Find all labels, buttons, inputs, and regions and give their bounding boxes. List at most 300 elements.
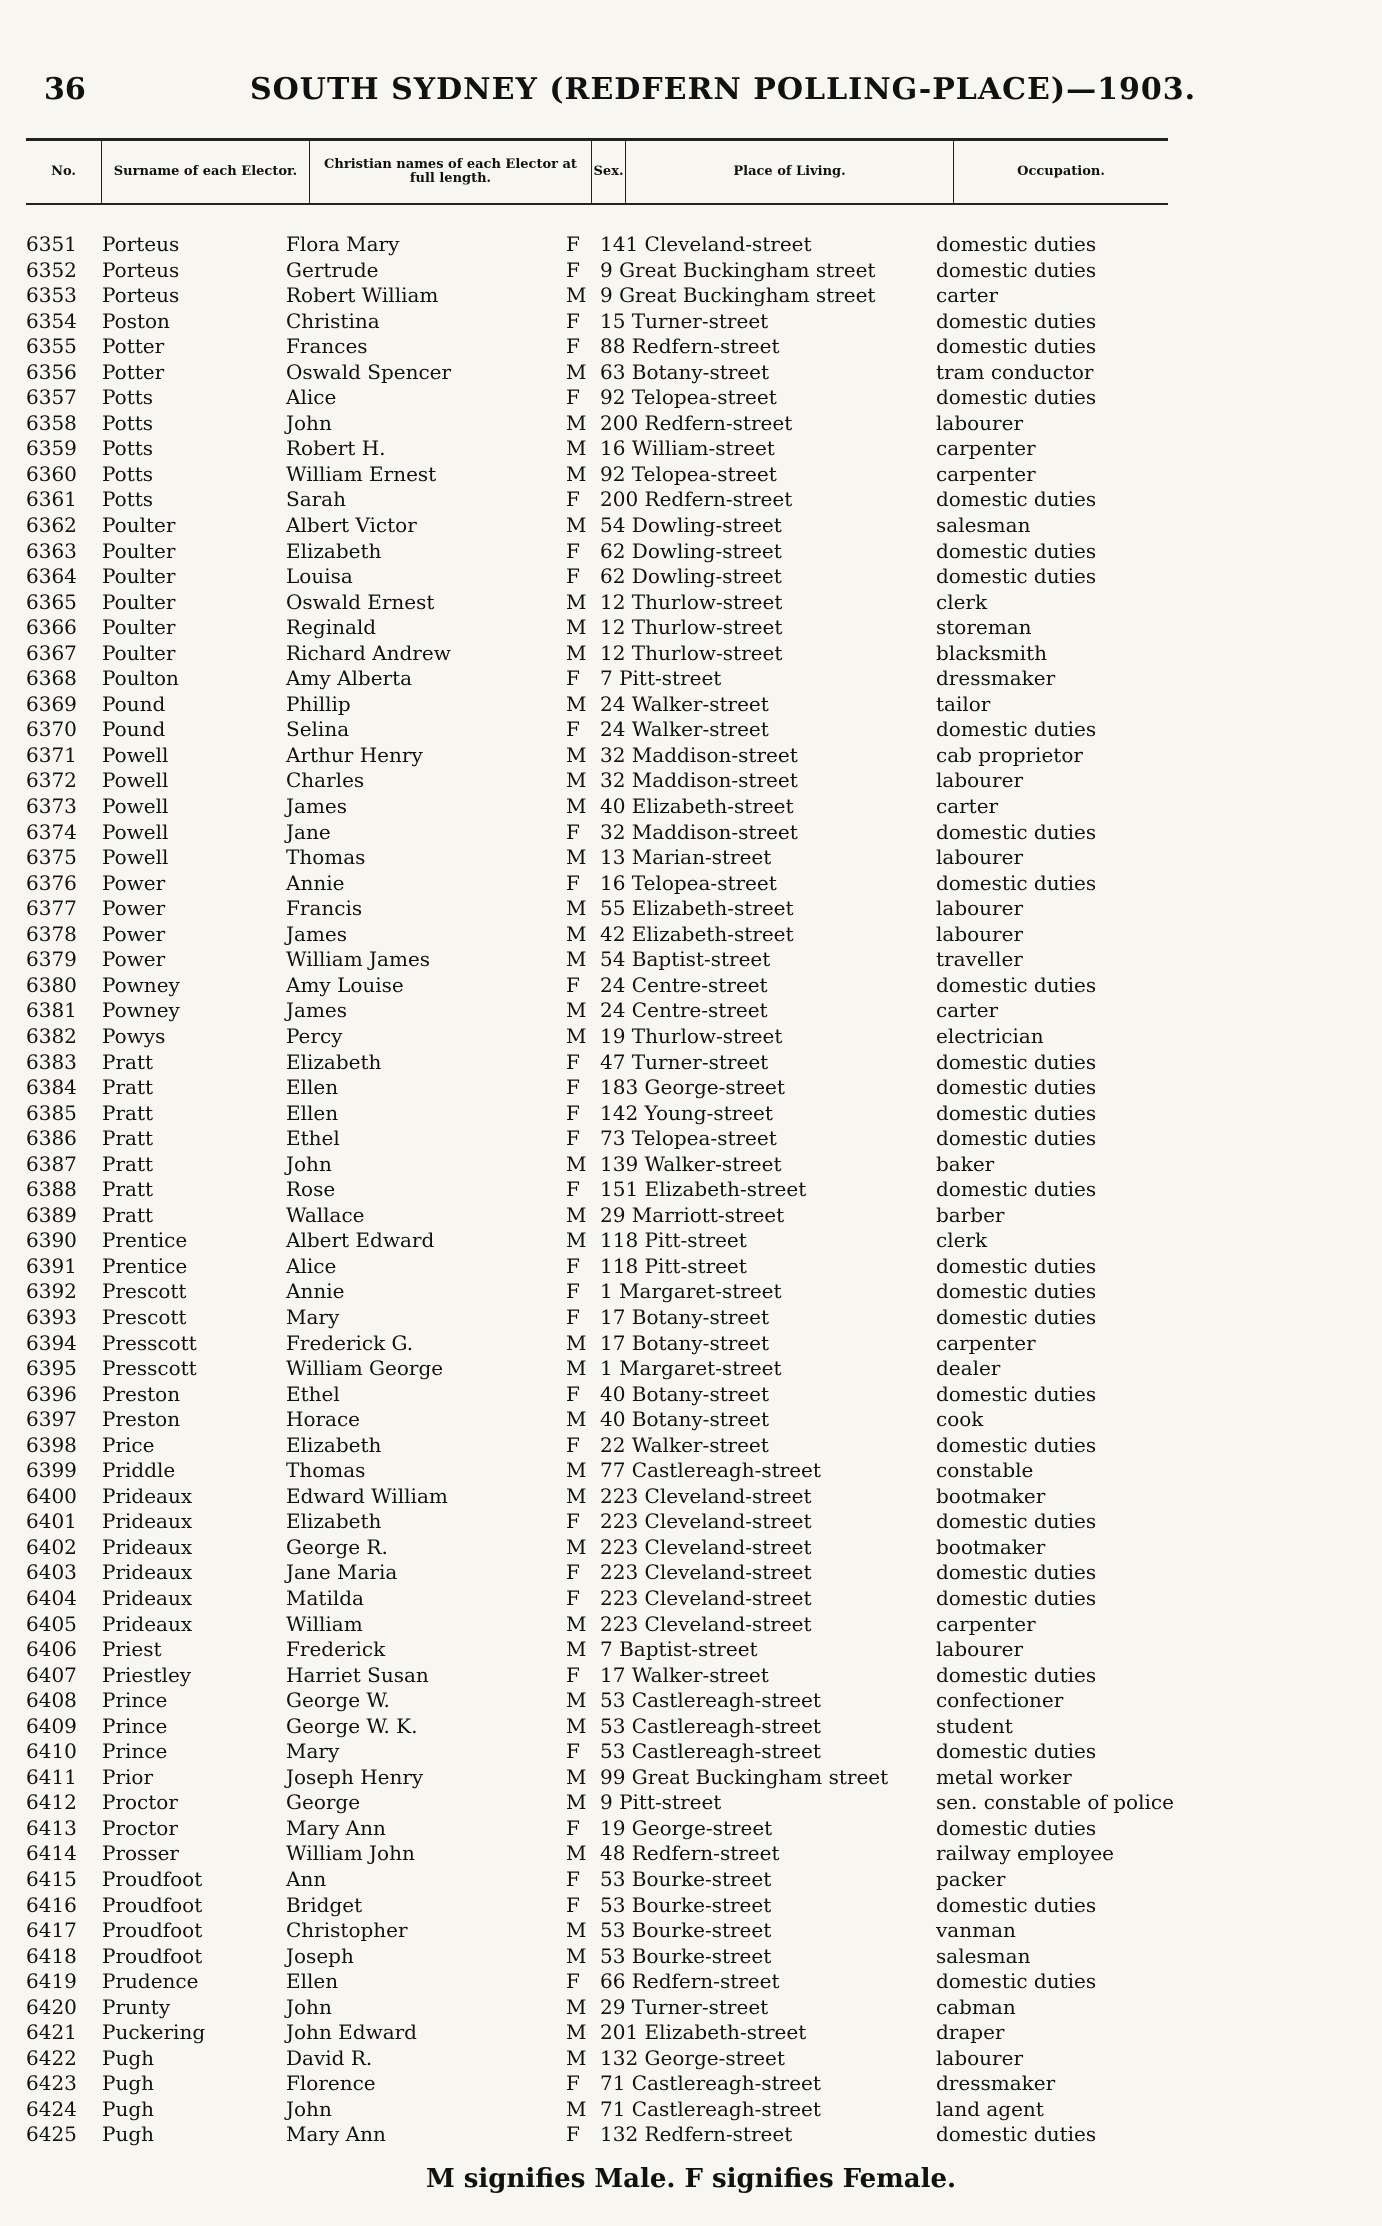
cell-surname: Powell bbox=[102, 845, 169, 870]
header-place: Place of Living. bbox=[626, 141, 954, 203]
cell-christian-names: Edward William bbox=[286, 1483, 448, 1508]
cell-sex: F bbox=[566, 1509, 580, 1534]
cell-sex: M bbox=[566, 921, 587, 946]
cell-number: 6419 bbox=[26, 1969, 77, 1994]
cell-occupation: domestic duties bbox=[936, 334, 1097, 359]
cell-occupation: student bbox=[936, 1713, 1013, 1738]
cell-christian-names: Mary Ann bbox=[286, 1815, 386, 1840]
cell-occupation: dealer bbox=[936, 1356, 1001, 1381]
cell-sex: F bbox=[566, 819, 580, 844]
cell-sex: M bbox=[566, 640, 587, 665]
table-row bbox=[0, 692, 1382, 718]
cell-place: 53 Castlereagh-street bbox=[600, 1688, 821, 1713]
cell-place: 12 Thurlow-street bbox=[600, 615, 783, 640]
cell-place: 54 Dowling-street bbox=[600, 513, 782, 538]
cell-occupation: labourer bbox=[936, 845, 1024, 870]
cell-christian-names: Matilda bbox=[286, 1585, 364, 1610]
cell-surname: Powys bbox=[102, 1023, 166, 1048]
cell-surname: Prunty bbox=[102, 1994, 171, 2019]
cell-place: 53 Castlereagh-street bbox=[600, 1713, 821, 1738]
cell-christian-names: John bbox=[286, 1994, 332, 2019]
cell-place: 88 Redfern-street bbox=[600, 334, 780, 359]
cell-surname: Powney bbox=[102, 972, 180, 997]
cell-sex: M bbox=[566, 410, 587, 435]
cell-number: 6406 bbox=[26, 1637, 77, 1662]
cell-sex: F bbox=[566, 1662, 580, 1687]
cell-occupation: domestic duties bbox=[936, 1100, 1097, 1125]
cell-place: 32 Maddison-street bbox=[600, 768, 798, 793]
cell-occupation: clerk bbox=[936, 1228, 988, 1253]
cell-occupation: domestic duties bbox=[936, 1381, 1097, 1406]
cell-surname: Pratt bbox=[102, 1049, 154, 1074]
cell-surname: Power bbox=[102, 896, 166, 921]
cell-sex: M bbox=[566, 1228, 587, 1253]
table-row bbox=[0, 1331, 1382, 1357]
cell-surname: Prince bbox=[102, 1688, 168, 1713]
cell-number: 6424 bbox=[26, 2096, 77, 2121]
cell-christian-names: Frederick G. bbox=[286, 1330, 414, 1355]
cell-surname: Poulton bbox=[102, 666, 179, 691]
cell-place: 200 Redfern-street bbox=[600, 487, 793, 512]
cell-sex: M bbox=[566, 513, 587, 538]
cell-occupation: carpenter bbox=[936, 461, 1036, 486]
cell-number: 6407 bbox=[26, 1662, 77, 1687]
table-row bbox=[0, 2122, 1382, 2148]
cell-surname: Potts bbox=[102, 436, 154, 461]
cell-christian-names: Rose bbox=[286, 1177, 336, 1202]
cell-surname: Potts bbox=[102, 410, 154, 435]
cell-christian-names: Ann bbox=[286, 1867, 327, 1891]
cell-place: 40 Botany-street bbox=[600, 1381, 770, 1406]
cell-place: 223 Cleveland-street bbox=[600, 1534, 812, 1559]
cell-occupation: domestic duties bbox=[936, 564, 1097, 589]
cell-number: 6401 bbox=[26, 1509, 77, 1534]
cell-place: 118 Pitt-street bbox=[600, 1228, 747, 1253]
cell-number: 6383 bbox=[26, 1049, 77, 1074]
cell-number: 6390 bbox=[26, 1228, 77, 1253]
cell-number: 6371 bbox=[26, 742, 77, 767]
cell-number: 6391 bbox=[26, 1253, 77, 1278]
cell-place: 13 Marian-street bbox=[600, 845, 772, 870]
cell-occupation: domestic duties bbox=[936, 257, 1097, 282]
cell-occupation: domestic duties bbox=[936, 1892, 1097, 1917]
cell-number: 6385 bbox=[26, 1100, 77, 1125]
cell-place: 53 Bourke-street bbox=[600, 1943, 772, 1968]
cell-surname: Price bbox=[102, 1432, 155, 1457]
cell-sex: M bbox=[566, 1356, 587, 1381]
table-row bbox=[0, 1356, 1382, 1382]
cell-occupation: domestic duties bbox=[936, 487, 1097, 512]
cell-number: 6366 bbox=[26, 615, 77, 640]
cell-sex: M bbox=[566, 1330, 587, 1355]
cell-place: 16 Telopea-street bbox=[600, 870, 777, 895]
cell-place: 223 Cleveland-street bbox=[600, 1560, 812, 1585]
cell-surname: Proctor bbox=[102, 1790, 178, 1815]
cell-occupation: domestic duties bbox=[936, 1279, 1097, 1304]
table-row bbox=[0, 590, 1382, 616]
cell-place: 92 Telopea-street bbox=[600, 385, 777, 410]
table-row bbox=[0, 1918, 1382, 1944]
cell-sex: F bbox=[566, 1304, 580, 1329]
table-row bbox=[0, 1101, 1382, 1127]
cell-place: 24 Walker-street bbox=[600, 691, 769, 716]
cell-number: 6368 bbox=[26, 666, 77, 691]
cell-occupation: domestic duties bbox=[936, 1560, 1097, 1585]
cell-sex: M bbox=[566, 896, 587, 921]
table-row bbox=[0, 768, 1382, 794]
cell-christian-names: Amy Alberta bbox=[286, 666, 413, 691]
table-row bbox=[0, 1637, 1382, 1663]
page-number: 36 bbox=[44, 72, 86, 107]
cell-surname: Potts bbox=[102, 487, 154, 512]
cell-christian-names: Horace bbox=[286, 1407, 361, 1432]
cell-occupation: salesman bbox=[936, 1943, 1031, 1968]
table-row bbox=[0, 1841, 1382, 1867]
cell-occupation: tram conductor bbox=[936, 359, 1094, 384]
table-row bbox=[0, 232, 1382, 258]
table-row bbox=[0, 436, 1382, 462]
table-row bbox=[0, 666, 1382, 692]
cell-place: 151 Elizabeth-street bbox=[600, 1177, 807, 1202]
cell-surname: Prentice bbox=[102, 1228, 188, 1253]
cell-sex: M bbox=[566, 742, 587, 767]
cell-christian-names: Sarah bbox=[286, 487, 346, 512]
table-row bbox=[0, 1458, 1382, 1484]
cell-number: 6412 bbox=[26, 1790, 77, 1815]
cell-christian-names: Ethel bbox=[286, 1381, 340, 1406]
cell-occupation: labourer bbox=[936, 410, 1024, 435]
cell-occupation: domestic duties bbox=[936, 870, 1097, 895]
cell-number: 6362 bbox=[26, 513, 77, 538]
cell-christian-names: Phillip bbox=[286, 691, 351, 716]
cell-occupation: tailor bbox=[936, 691, 991, 716]
table-row bbox=[0, 820, 1382, 846]
cell-surname: Pratt bbox=[102, 1075, 154, 1100]
cell-sex: M bbox=[566, 359, 587, 384]
cell-christian-names: Thomas bbox=[286, 1458, 366, 1483]
cell-place: 53 Bourke-street bbox=[600, 1892, 772, 1917]
table-row bbox=[0, 2071, 1382, 2097]
cell-surname: Prentice bbox=[102, 1253, 188, 1278]
cell-number: 6387 bbox=[26, 1151, 77, 1176]
cell-surname: Porteus bbox=[102, 232, 180, 256]
cell-christian-names: Ethel bbox=[286, 1126, 340, 1151]
table-row bbox=[0, 615, 1382, 641]
table-row bbox=[0, 1024, 1382, 1050]
cell-number: 6405 bbox=[26, 1611, 77, 1636]
table-row bbox=[0, 539, 1382, 565]
cell-sex: F bbox=[566, 1279, 580, 1304]
cell-sex: M bbox=[566, 1841, 587, 1866]
cell-christian-names: Annie bbox=[286, 870, 345, 895]
header-occupation: Occupation. bbox=[1017, 164, 1105, 179]
cell-occupation: baker bbox=[936, 1151, 995, 1176]
cell-surname: Poulter bbox=[102, 640, 176, 665]
cell-occupation: traveller bbox=[936, 947, 1023, 972]
header-sex: Sex. bbox=[592, 141, 626, 203]
cell-christian-names: Elizabeth bbox=[286, 1049, 382, 1074]
table-row bbox=[0, 1228, 1382, 1254]
table-row bbox=[0, 845, 1382, 871]
table-row bbox=[0, 309, 1382, 335]
cell-number: 6400 bbox=[26, 1483, 77, 1508]
cell-sex: F bbox=[566, 1739, 580, 1764]
cell-christian-names: William George bbox=[286, 1356, 444, 1381]
cell-occupation: sen. constable of police bbox=[936, 1790, 1174, 1815]
table-row bbox=[0, 1484, 1382, 1510]
cell-occupation: draper bbox=[936, 2020, 1005, 2045]
cell-surname: Prince bbox=[102, 1713, 168, 1738]
cell-occupation: domestic duties bbox=[936, 1815, 1097, 1840]
table-row bbox=[0, 794, 1382, 820]
sex-key-footer: M signifies Male. F signifies Female. bbox=[425, 2164, 957, 2194]
cell-sex: M bbox=[566, 1943, 587, 1968]
cell-surname: Proudfoot bbox=[102, 1892, 203, 1917]
cell-number: 6372 bbox=[26, 768, 77, 793]
table-row bbox=[0, 513, 1382, 539]
cell-occupation: metal worker bbox=[936, 1764, 1072, 1789]
cell-sex: M bbox=[566, 1994, 587, 2019]
cell-place: 24 Centre-street bbox=[600, 972, 768, 997]
cell-place: 223 Cleveland-street bbox=[600, 1483, 812, 1508]
cell-surname: Powell bbox=[102, 768, 169, 793]
cell-place: 12 Thurlow-street bbox=[600, 640, 783, 665]
cell-sex: M bbox=[566, 1202, 587, 1227]
cell-occupation: barber bbox=[936, 1202, 1005, 1227]
cell-occupation: domestic duties bbox=[936, 308, 1097, 333]
cell-number: 6399 bbox=[26, 1458, 77, 1483]
cell-surname: Pugh bbox=[102, 2122, 155, 2147]
table-row bbox=[0, 1995, 1382, 2021]
cell-sex: F bbox=[566, 564, 580, 589]
cell-place: 66 Redfern-street bbox=[600, 1969, 780, 1994]
cell-place: 29 Marriott-street bbox=[600, 1202, 785, 1227]
cell-surname: Potts bbox=[102, 461, 154, 486]
cell-christian-names: George W. bbox=[286, 1688, 390, 1713]
cell-number: 6352 bbox=[26, 257, 77, 282]
cell-place: 99 Great Buckingham street bbox=[600, 1764, 889, 1789]
cell-occupation: labourer bbox=[936, 2045, 1024, 2070]
table-row bbox=[0, 1177, 1382, 1203]
cell-christian-names: Flora Mary bbox=[286, 232, 400, 256]
cell-christian-names: Joseph bbox=[286, 1943, 354, 1968]
cell-occupation: domestic duties bbox=[936, 1177, 1097, 1202]
cell-number: 6378 bbox=[26, 921, 77, 946]
cell-surname: Priddle bbox=[102, 1458, 176, 1483]
cell-number: 6395 bbox=[26, 1356, 77, 1381]
cell-number: 6420 bbox=[26, 1994, 77, 2019]
cell-place: 62 Dowling-street bbox=[600, 564, 782, 589]
cell-sex: M bbox=[566, 589, 587, 614]
cell-sex: M bbox=[566, 1483, 587, 1508]
cell-number: 6408 bbox=[26, 1688, 77, 1713]
cell-christian-names: Oswald Ernest bbox=[286, 589, 435, 614]
cell-occupation: domestic duties bbox=[936, 1075, 1097, 1100]
cell-sex: F bbox=[566, 1867, 580, 1891]
cell-christian-names: William Ernest bbox=[286, 461, 437, 486]
cell-surname: Priestley bbox=[102, 1662, 192, 1687]
cell-place: 7 Baptist-street bbox=[600, 1637, 758, 1662]
cell-number: 6415 bbox=[26, 1867, 77, 1891]
cell-place: 42 Elizabeth-street bbox=[600, 921, 794, 946]
cell-number: 6409 bbox=[26, 1713, 77, 1738]
table-row bbox=[0, 1509, 1382, 1535]
cell-place: 12 Thurlow-street bbox=[600, 589, 783, 614]
cell-surname: Prideaux bbox=[102, 1509, 193, 1534]
cell-surname: Power bbox=[102, 870, 166, 895]
cell-occupation: confectioner bbox=[936, 1688, 1064, 1713]
cell-number: 6393 bbox=[26, 1304, 77, 1329]
cell-sex: M bbox=[566, 794, 587, 819]
cell-surname: Power bbox=[102, 947, 166, 972]
cell-number: 6376 bbox=[26, 870, 77, 895]
cell-sex: M bbox=[566, 1611, 587, 1636]
cell-surname: Pound bbox=[102, 717, 166, 742]
table-row bbox=[0, 1663, 1382, 1689]
cell-christian-names: Mary bbox=[286, 1739, 340, 1764]
cell-surname: Powell bbox=[102, 794, 169, 819]
cell-number: 6356 bbox=[26, 359, 77, 384]
table-row bbox=[0, 896, 1382, 922]
cell-christian-names: Harriet Susan bbox=[286, 1662, 429, 1687]
cell-christian-names: Albert Victor bbox=[286, 513, 417, 538]
cell-number: 6394 bbox=[26, 1330, 77, 1355]
cell-christian-names: Gertrude bbox=[286, 257, 379, 282]
cell-occupation: packer bbox=[936, 1867, 1006, 1891]
cell-sex: M bbox=[566, 461, 587, 486]
cell-place: 32 Maddison-street bbox=[600, 742, 798, 767]
cell-place: 19 George-street bbox=[600, 1815, 773, 1840]
cell-place: 17 Walker-street bbox=[600, 1662, 769, 1687]
cell-sex: F bbox=[566, 870, 580, 895]
cell-occupation: domestic duties bbox=[936, 1969, 1097, 1994]
cell-sex: M bbox=[566, 283, 587, 308]
cell-surname: Proudfoot bbox=[102, 1867, 203, 1891]
table-row bbox=[0, 1714, 1382, 1740]
cell-christian-names: Robert William bbox=[286, 283, 439, 308]
cell-sex: F bbox=[566, 487, 580, 512]
cell-sex: F bbox=[566, 1177, 580, 1202]
cell-occupation: labourer bbox=[936, 768, 1024, 793]
cell-place: 1 Margaret-street bbox=[600, 1356, 782, 1381]
cell-occupation: labourer bbox=[936, 1637, 1024, 1662]
cell-sex: F bbox=[566, 385, 580, 410]
cell-surname: Pugh bbox=[102, 2071, 155, 2096]
cell-christian-names: Ellen bbox=[286, 1969, 339, 1994]
cell-sex: F bbox=[566, 2122, 580, 2147]
cell-number: 6397 bbox=[26, 1407, 77, 1432]
cell-occupation: domestic duties bbox=[936, 1585, 1097, 1610]
table-row bbox=[0, 411, 1382, 437]
cell-surname: Prideaux bbox=[102, 1560, 193, 1585]
table-row bbox=[0, 922, 1382, 948]
cell-number: 6361 bbox=[26, 487, 77, 512]
cell-occupation: domestic duties bbox=[936, 1253, 1097, 1278]
cell-surname: Prideaux bbox=[102, 1585, 193, 1610]
cell-occupation: domestic duties bbox=[936, 819, 1097, 844]
cell-sex: M bbox=[566, 947, 587, 972]
cell-number: 6380 bbox=[26, 972, 77, 997]
cell-number: 6398 bbox=[26, 1432, 77, 1457]
cell-number: 6370 bbox=[26, 717, 77, 742]
cell-christian-names: Reginald bbox=[286, 615, 377, 640]
cell-surname: Prudence bbox=[102, 1969, 199, 1994]
cell-number: 6373 bbox=[26, 794, 77, 819]
cell-christian-names: William John bbox=[286, 1841, 415, 1866]
table-row bbox=[0, 462, 1382, 488]
cell-number: 6425 bbox=[26, 2122, 77, 2147]
cell-place: 9 Great Buckingham street bbox=[600, 283, 876, 308]
cell-sex: F bbox=[566, 1432, 580, 1457]
cell-surname: Prosser bbox=[102, 1841, 179, 1866]
cell-place: 62 Dowling-street bbox=[600, 538, 782, 563]
cell-sex: M bbox=[566, 1918, 587, 1943]
table-row bbox=[0, 1050, 1382, 1076]
table-row bbox=[0, 258, 1382, 284]
cell-sex: M bbox=[566, 1790, 587, 1815]
cell-occupation: domestic duties bbox=[936, 1126, 1097, 1151]
cell-surname: Poulter bbox=[102, 513, 176, 538]
table-row bbox=[0, 2020, 1382, 2046]
cell-sex: F bbox=[566, 972, 580, 997]
cell-place: 47 Turner-street bbox=[600, 1049, 769, 1074]
cell-sex: F bbox=[566, 538, 580, 563]
table-row bbox=[0, 2046, 1382, 2072]
cell-sex: M bbox=[566, 1023, 587, 1048]
cell-christian-names: Mary bbox=[286, 1304, 340, 1329]
table-row bbox=[0, 360, 1382, 386]
cell-surname: Potter bbox=[102, 359, 165, 384]
header-christian-names: Christian names of each Elector at full length. bbox=[310, 141, 592, 203]
cell-occupation: domestic duties bbox=[936, 1509, 1097, 1534]
cell-surname: Potts bbox=[102, 385, 154, 410]
table-row bbox=[0, 1279, 1382, 1305]
cell-place: 223 Cleveland-street bbox=[600, 1585, 812, 1610]
cell-number: 6358 bbox=[26, 410, 77, 435]
cell-place: 16 William-street bbox=[600, 436, 775, 461]
cell-number: 6381 bbox=[26, 998, 77, 1023]
cell-christian-names: Jane bbox=[286, 819, 331, 844]
cell-christian-names: George bbox=[286, 1790, 361, 1815]
cell-surname: Puckering bbox=[102, 2020, 206, 2045]
cell-occupation: domestic duties bbox=[936, 538, 1097, 563]
cell-number: 6363 bbox=[26, 538, 77, 563]
cell-occupation: land agent bbox=[936, 2096, 1044, 2121]
cell-sex: M bbox=[566, 1713, 587, 1738]
cell-christian-names: Albert Edward bbox=[286, 1228, 435, 1253]
cell-occupation: clerk bbox=[936, 589, 988, 614]
table-row bbox=[0, 1535, 1382, 1561]
cell-sex: F bbox=[566, 1969, 580, 1994]
cell-christian-names: Annie bbox=[286, 1279, 345, 1304]
cell-sex: F bbox=[566, 1560, 580, 1585]
table-row bbox=[0, 1790, 1382, 1816]
cell-place: 40 Elizabeth-street bbox=[600, 794, 794, 819]
cell-place: 201 Elizabeth-street bbox=[600, 2020, 807, 2045]
cell-place: 53 Bourke-street bbox=[600, 1918, 772, 1943]
cell-christian-names: Elizabeth bbox=[286, 1509, 382, 1534]
cell-number: 6369 bbox=[26, 691, 77, 716]
cell-christian-names: Amy Louise bbox=[286, 972, 404, 997]
cell-number: 6396 bbox=[26, 1381, 77, 1406]
cell-surname: Proctor bbox=[102, 1815, 178, 1840]
cell-occupation: domestic duties bbox=[936, 1739, 1097, 1764]
cell-number: 6351 bbox=[26, 232, 77, 256]
cell-christian-names: James bbox=[286, 794, 348, 819]
table-row bbox=[0, 1407, 1382, 1433]
cell-number: 6388 bbox=[26, 1177, 77, 1202]
table-row bbox=[0, 1867, 1382, 1893]
